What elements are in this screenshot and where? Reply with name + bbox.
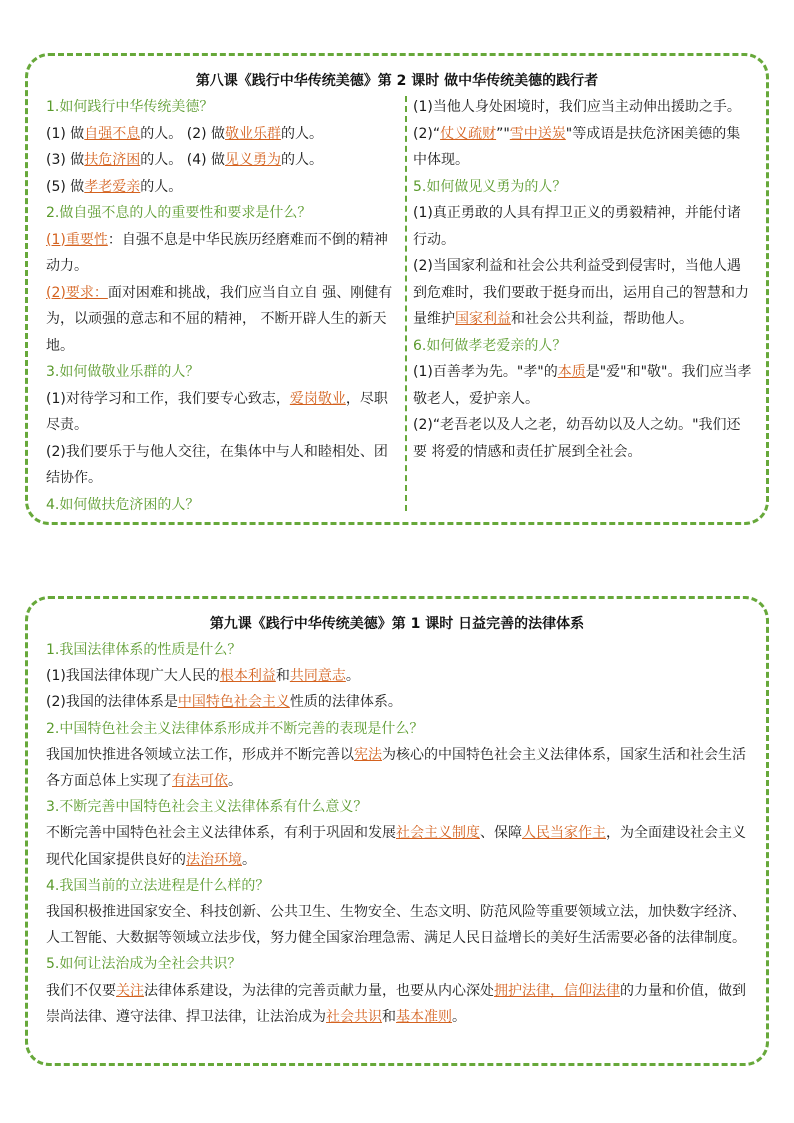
keyword: 有法可依 bbox=[172, 773, 228, 790]
keyword: 见义勇为 bbox=[225, 152, 282, 168]
question-1: 1.如何践行中华传统美德？ bbox=[46, 99, 214, 115]
answer-paragraph: 我们不仅要关注法律体系建设，为法律的完善贡献力量，也要从内心深处拥护法律，信仰法律的力量和价值，做到崇尚法律、遵守法律、捍卫法律，让法治成为社会共识和基本准则。 bbox=[46, 982, 746, 1025]
keyword: 社会共识 bbox=[326, 1008, 382, 1025]
question-3: 3.不断完善中国特色社会主义法律体系有什么意义？ bbox=[46, 799, 368, 816]
keyword: 关注 bbox=[116, 982, 144, 999]
keyword: 敬业乐群 bbox=[225, 125, 282, 142]
answer-paragraph: 我国积极推进国家安全、科技创新、公共卫生、生物安全、生态文明、防范风险等重要领域立法，加快数字经济、人工智能、大数据等领域立法步伐，努力健全国家治理急需、满足人民日益增长的美好生活需要必备的法律制度。 bbox=[46, 904, 746, 947]
answer-paragraph: (1)百善孝为先。"孝"的本质是"爱"和"敬"。我们应当孝敬老人，爱护亲人。 bbox=[413, 364, 752, 407]
question-6: 6.如何做孝老爱亲的人？ bbox=[413, 337, 567, 354]
keyword: 基本准则 bbox=[396, 1008, 452, 1025]
keyword: 孝老爱亲 bbox=[84, 178, 141, 195]
answer-paragraph: (1)我国法律体现广大人民的根本利益和共同意志。 bbox=[46, 668, 360, 685]
answer-paragraph: (1)对待学习和工作，我们要专心致志，爱岗敬业，尽职尽责。 bbox=[46, 390, 388, 433]
answer-paragraph: (2)我们要乐于与他人交往，在集体中与人和睦相处、团结协作。 bbox=[46, 443, 388, 486]
question-3: 3.如何做敬业乐群的人？ bbox=[46, 364, 200, 380]
keyword: 扶危济困 bbox=[84, 152, 141, 168]
keyword: 社会主义制度 bbox=[396, 825, 480, 842]
answer-line: (1) 做自强不息的人。 (2) 做敬业乐群的人。 bbox=[46, 125, 324, 142]
keyword: 根本利益 bbox=[219, 668, 276, 685]
keyword: (2)要求： bbox=[46, 284, 108, 301]
answer-paragraph: (2)我国的法律体系是中国特色社会主义性质的法律体系。 bbox=[46, 694, 402, 711]
keyword: 法治环境 bbox=[186, 851, 242, 868]
lesson8-left-column bbox=[46, 94, 401, 518]
keyword: (1)重要性 bbox=[46, 231, 108, 248]
answer-paragraph: 我国加快推进各领域立法工作，形成并不断完善以宪法为核心的中国特色社会主义法律体系，国家生活和社会生活各方面总体上实现了有法可依。 bbox=[46, 746, 746, 790]
answer-paragraph: (1)真正勇敢的人具有捍卫正义的勇毅精神，并能付诸行动。 bbox=[413, 205, 741, 248]
answer-paragraph: 不断完善中国特色社会主义法律体系，有利于巩固和发展社会主义制度、保障人民当家作主，为全面建设社会主义现代化国家提供良好的法治环境。 bbox=[46, 825, 746, 868]
keyword: 国家利益 bbox=[455, 311, 511, 327]
keyword: 拥护法律，信仰法律 bbox=[494, 982, 620, 999]
lesson8-right-column bbox=[413, 94, 753, 465]
answer-paragraph: (1)重要性：自强不息是中华民族历经磨难而不倒的精神动力。 bbox=[46, 231, 388, 274]
column-divider bbox=[405, 96, 407, 511]
keyword: 共同意志 bbox=[289, 668, 346, 685]
keyword: 宪法 bbox=[354, 746, 382, 763]
question-5: 5.如何让法治成为全社会共识？ bbox=[46, 956, 242, 973]
lesson9-card bbox=[25, 596, 769, 1066]
answer-paragraph: (2)当国家利益和社会公共利益受到侵害时，当他人遇到危难时，我们要敢于挺身而出，运用自己的智慧和力量维护国家利益和社会公共利益，帮助他人。 bbox=[413, 258, 749, 327]
lesson8-card bbox=[25, 53, 769, 525]
keyword: 雪中送炭 bbox=[509, 125, 566, 142]
keyword: 自强不息 bbox=[84, 125, 141, 142]
question-4: 4.如何做扶危济困的人？ bbox=[46, 496, 200, 513]
answer-paragraph: (1)当他人身处困境时，我们应当主动伸出援助之手。 bbox=[413, 99, 741, 115]
keyword: 中国特色社会主义 bbox=[177, 694, 290, 711]
answer-paragraph: (2)“老吾老以及人之老，幼吾幼以及人之幼。"我们还要 将爱的情感和责任扩展到全社会。 bbox=[413, 417, 741, 460]
keyword: 爱岗敬业 bbox=[289, 390, 346, 407]
lesson8-title: 第八课《践行中华传统美德》第 2 课时 做中华传统美德的践行者 bbox=[195, 73, 599, 89]
question-2: 2.做自强不息的人的重要性和要求是什么？ bbox=[46, 205, 312, 221]
answer-paragraph: (2)“仗义疏财”"雪中送炭"等成语是扶危济困美德的集中体现。 bbox=[413, 125, 741, 168]
keyword: 仗义疏财 bbox=[440, 125, 497, 142]
lesson9-body bbox=[46, 637, 752, 1030]
answer-paragraph: (2)要求：面对困难和挑战，我们应当自立自 强、刚健有为，以顽强的意志和不屈的精神， 不断开辟人生的新天地。 bbox=[46, 284, 393, 354]
keyword: 本质 bbox=[557, 364, 586, 380]
question-5: 5.如何做见义勇为的人？ bbox=[413, 178, 567, 195]
question-2: 2.中国特色社会主义法律体系形成并不断完善的表现是什么？ bbox=[46, 720, 424, 737]
answer-line: (3) 做扶危济困的人。 (4) 做见义勇为的人。 bbox=[46, 152, 324, 168]
answer-line: (5) 做孝老爱亲的人。 bbox=[46, 178, 183, 195]
question-1: 1.我国法律体系的性质是什么？ bbox=[46, 642, 242, 658]
lesson9-title: 第九课《践行中华传统美德》第 1 课时 日益完善的法律体系 bbox=[209, 616, 585, 632]
keyword: 人民当家作主 bbox=[522, 825, 606, 842]
question-4: 4.我国当前的立法进程是什么样的？ bbox=[46, 877, 270, 894]
